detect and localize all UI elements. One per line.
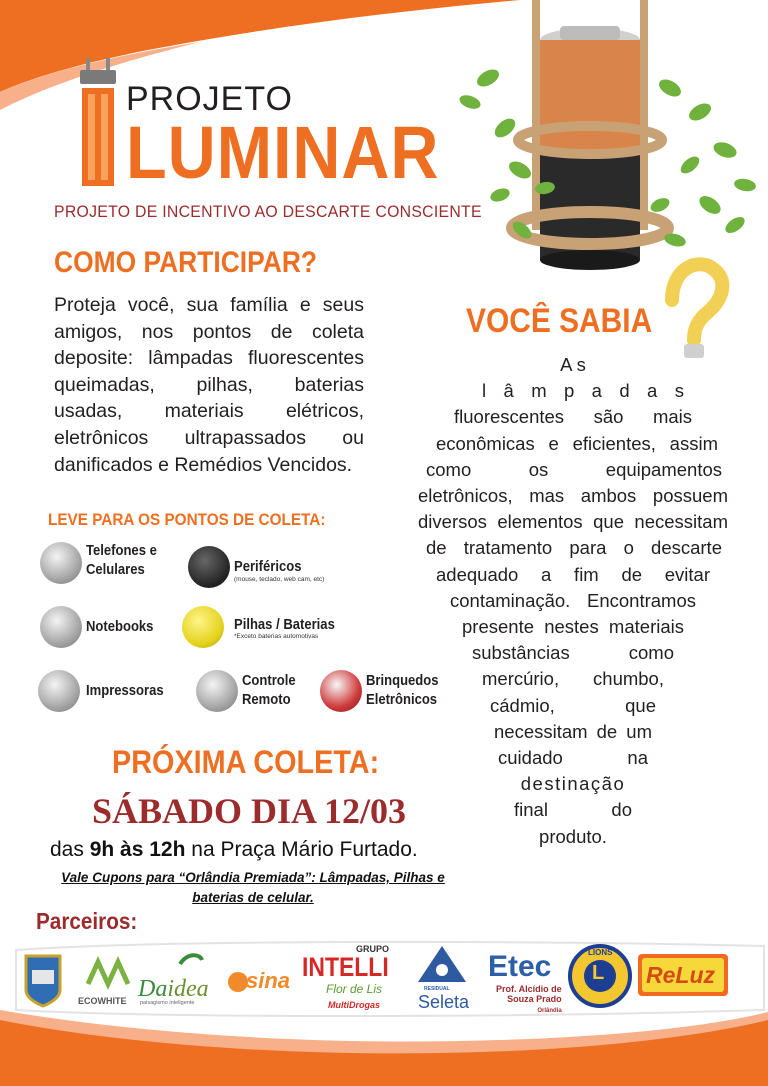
- sabia-line: mercúrio, chumbo,: [482, 668, 664, 690]
- daidea-tagline: paisagismo inteligente: [140, 1000, 195, 1006]
- daidea-part: Da: [138, 976, 168, 1002]
- lightbulb-question-icon: [672, 264, 722, 358]
- intro-line: Proteja você, sua família e seus: [54, 294, 364, 316]
- collection-time: [50, 838, 418, 862]
- sabia-line: substâncias como: [472, 642, 674, 664]
- intro-line: deposite: lâmpadas fluorescentes: [54, 347, 364, 370]
- intro-line: amigos, nos pontos de coleta: [54, 320, 364, 343]
- como-participar-text: [54, 292, 364, 478]
- item-label: Notebooks: [86, 619, 154, 635]
- etec-line: Prof. Alcídio de: [496, 984, 562, 994]
- item-label: Pilhas / Baterias: [234, 617, 335, 633]
- seleta-label: Seleta: [418, 992, 470, 1012]
- sabia-line: cádmio, que: [490, 694, 656, 716]
- etec-line: Orlândia: [537, 1008, 562, 1014]
- sabia-line: cuidado na: [498, 747, 648, 769]
- item-label: Celulares: [86, 562, 145, 578]
- intro-line: queimadas, pilhas, baterias: [54, 373, 364, 396]
- sabia-line: fluorescentes são mais: [454, 406, 692, 428]
- sabia-line: presente nestes materiais: [462, 616, 684, 638]
- toy-car-icon: [320, 670, 362, 712]
- sabia-line: eletrônicos, mas ambos possuem: [418, 485, 728, 507]
- flordelis-label: Flor de Lis: [326, 982, 383, 996]
- battery-illustration: [512, 0, 668, 270]
- sabia-line: A s: [560, 354, 586, 375]
- etec-label: Etec: [488, 950, 552, 983]
- city-crest-logo: [26, 956, 60, 1006]
- sabia-line: l â m p a d a s: [482, 380, 690, 402]
- lions-letter: L: [592, 962, 605, 984]
- time-prefix: das: [50, 838, 90, 861]
- item-label: Brinquedos: [366, 673, 439, 689]
- title-luminar: LUMINAR: [126, 111, 440, 194]
- sabia-line: necessitam de um: [494, 720, 652, 742]
- battery-icon: [182, 606, 224, 648]
- intro-line: eletrônicos ultrapassados ou: [54, 426, 364, 449]
- cupons-line: baterias de celular.: [192, 890, 314, 905]
- proxima-coleta-heading: PRÓXIMA COLETA:: [112, 744, 380, 780]
- cupons-note: [30, 868, 476, 908]
- sabia-line: como os equipamentos: [426, 458, 722, 480]
- time-suffix: na Praça Mário Furtado.: [185, 838, 418, 861]
- lamp-logo-icon: [76, 58, 120, 186]
- lions-label: LIONS: [588, 948, 613, 957]
- intro-line: usadas, materiais elétricos,: [54, 400, 364, 423]
- subtitle: PROJETO DE INCENTIVO AO DESCARTE CONSCIENTE: [54, 202, 482, 221]
- sina-logo: [228, 972, 248, 992]
- header: [52, 58, 492, 228]
- sabia-line: contaminação. Encontramos: [450, 589, 696, 611]
- intelli-label: INTELLI: [302, 952, 389, 982]
- residual-label: RESIDUAL: [424, 986, 450, 992]
- parceiros-heading: Parceiros:: [36, 908, 138, 934]
- printer-icon: [38, 670, 80, 712]
- sabia-line: de tratamento para o descarte: [426, 537, 722, 559]
- leve-heading: LEVE PARA OS PONTOS DE COLETA:: [48, 510, 326, 529]
- intelli-group-label: GRUPO: [356, 944, 390, 954]
- sabia-line: adequado a fim de evitar: [436, 563, 710, 585]
- item-note: (mouse, teclado, web cam, etc): [234, 576, 325, 583]
- item-label: Periféricos: [234, 559, 302, 575]
- voce-sabia-text: [418, 352, 728, 850]
- item-label: Remoto: [242, 692, 291, 708]
- voce-sabia-heading: VOCÊ SABIA: [466, 302, 653, 340]
- notebook-icon: [40, 606, 82, 648]
- item-note: *Exceto baterias automotivas: [234, 633, 319, 640]
- cupons-line: Vale Cupons para “Orlândia Premiada”: Lâmpadas, Pilhas e: [61, 870, 445, 885]
- sabia-line: produto.: [539, 825, 607, 847]
- sabia-line: destinação: [520, 773, 626, 795]
- etec-line: Souza Prado: [507, 994, 562, 1004]
- item-label: Controle: [242, 673, 296, 689]
- sina-label: sina: [246, 968, 291, 993]
- sabia-line: diversos elementos que necessitam: [418, 511, 728, 533]
- item-label: Impressoras: [86, 683, 164, 699]
- remote-control-icon: [196, 670, 238, 712]
- item-label: Telefones e: [86, 543, 157, 559]
- item-label: Eletrônicos: [366, 692, 438, 708]
- daidea-part: idea: [167, 976, 209, 1002]
- ecowhite-label: ECOWHITE: [78, 996, 127, 1006]
- etec-subtitle: [496, 984, 562, 1016]
- intro-line: danificados e Remédios Vencidos.: [54, 453, 353, 476]
- sabia-line: econômicas e eficientes, assim: [436, 432, 718, 454]
- multidrogas-label: MultiDrogas: [328, 1000, 381, 1010]
- daidea-label: [138, 976, 209, 1003]
- time-range: 9h às 12h: [89, 838, 186, 861]
- como-participar-heading: COMO PARTICIPAR?: [54, 246, 318, 279]
- sabia-line: final do: [514, 799, 632, 821]
- phone-icon: [40, 542, 82, 584]
- collection-date: SÁBADO DIA 12/03: [92, 791, 407, 831]
- peripherals-icon: [188, 546, 230, 588]
- title-projeto: PROJETO: [126, 80, 293, 118]
- reluz-label: ReLuz: [646, 962, 715, 988]
